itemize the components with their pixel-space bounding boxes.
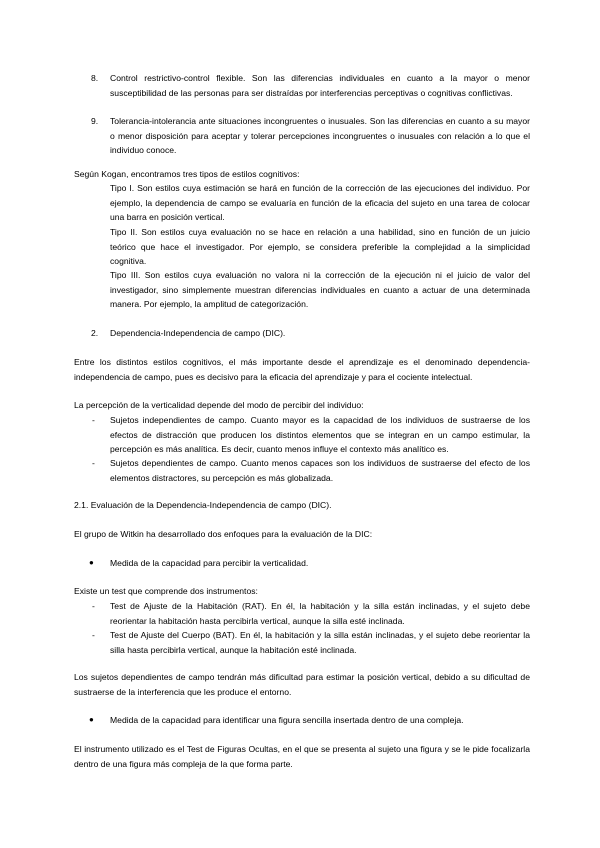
paragraph-entre: Entre los distintos estilos cognitivos, el más importante desde el aprendizaje es el denominado dependencia-independencia de campo, pues es decisivo para la eficacia del aprendizaje y para el cociente intelectual. — [74, 357, 530, 382]
test-rat: Test de Ajuste de la Habitación (RAT). En él, la habitación y la silla están inclinadas, y el sujeto debe reorientar la habitación hasta percibirla vertical, aunque la silla esté inclinada. — [110, 601, 530, 626]
section-title: Dependencia-Independencia de campo (DIC). — [110, 328, 286, 338]
tipo-1: Tipo I. Son estilos cuya estimación se hará en función de la corrección de las ejecuciones del individuo. Por ejemplo, la dependencia de campo se evaluaría en función de la eficacia del sujeto en una tarea de colocar una barra en posición vertical. — [110, 183, 530, 222]
tipo-2: Tipo II. Son estilos cuya evaluación no se hace en relación a una habilidad, sino en función de un juicio teórico que hace el investigador. Por ejemplo, se considera preferible la complejidad a la simplicidad cognitiva. — [110, 227, 530, 266]
section-number: 2. — [91, 328, 99, 338]
kogan-intro: Según Kogan, encontramos tres tipos de estilos cognitivos: — [74, 169, 300, 179]
dash-marker: - — [92, 415, 95, 425]
sujetos-independientes: Sujetos independientes de campo. Cuanto mayor es la capacidad de los individuos de sustraerse de los efectos de distracción que producen los distintos elementos que se integran en un campo estimular, la percepción es más analítica. Es decir, cuanto menos influye el contexto más analítico es. — [110, 415, 530, 454]
paragraph-instrumento: El instrumento utilizado es el Test de Figuras Ocultas, en el que se presenta al sujeto una figura y se le pide focalizarla dentro de una figura más compleja de la que forma parte. — [74, 744, 530, 769]
sujetos-dependientes: Sujetos dependientes de campo. Cuanto menos capaces son los individuos de sustraerse del efecto de los elementos distractores, su percepción es más globalizada. — [110, 458, 530, 483]
list-item-text: Control restrictivo-control flexible. Son las diferencias individuales en cuanto a la mayor o menor susceptibilidad de las personas para ser distraídas por interferencias perceptivas o cognitivas conflictivas. — [110, 73, 530, 98]
dash-marker: - — [92, 601, 95, 611]
list-item-text: Tolerancia-intolerancia ante situaciones incongruentes o inusuales. Son las diferencias en cuanto a su mayor o menor disposición para aceptar y tolerar percepciones incongruentes o inusuales con relación a lo que el individuo conoce. — [110, 116, 530, 155]
bullet-marker: ● — [89, 558, 94, 567]
bullet-figura: Medida de la capacidad para identificar una figura sencilla insertada dentro de una compleja. — [110, 715, 464, 725]
bullet-marker: ● — [89, 715, 94, 724]
paragraph-test: Existe un test que comprende dos instrumentos: — [74, 586, 258, 596]
bullet-verticalidad: Medida de la capacidad para percibir la verticalidad. — [110, 558, 309, 568]
section-2-1-title: 2.1. Evaluación de la Dependencia-Independencia de campo (DIC). — [74, 500, 332, 510]
dash-marker: - — [92, 458, 95, 468]
dash-marker: - — [92, 630, 95, 640]
paragraph-percepcion: La percepción de la verticalidad depende del modo de percibir del individuo: — [74, 400, 364, 410]
paragraph-witkin: El grupo de Witkin ha desarrollado dos enfoques para la evaluación de la DIC: — [74, 529, 373, 539]
tipo-3: Tipo III. Son estilos cuya evaluación no valora ni la corrección de la ejecución ni el juicio de valor del investigador, sino simplemente muestran diferencias individuales en cuanto a actuar de una determinada manera. Por ejemplo, la amplitud de categorización. — [110, 270, 530, 309]
list-number: 8. — [91, 73, 99, 83]
list-number: 9. — [91, 116, 99, 126]
paragraph-dependientes: Los sujetos dependientes de campo tendrán más dificultad para estimar la posición vertical, debido a su dificultad de sustraerse de la interferencia que les produce el entorno. — [74, 672, 530, 697]
test-bat: Test de Ajuste del Cuerpo (BAT). En él, la habitación y la silla están inclinadas, y el sujeto debe reorientar la silla hasta percibirla vertical, aunque la habitación esté inclinada. — [110, 630, 530, 655]
